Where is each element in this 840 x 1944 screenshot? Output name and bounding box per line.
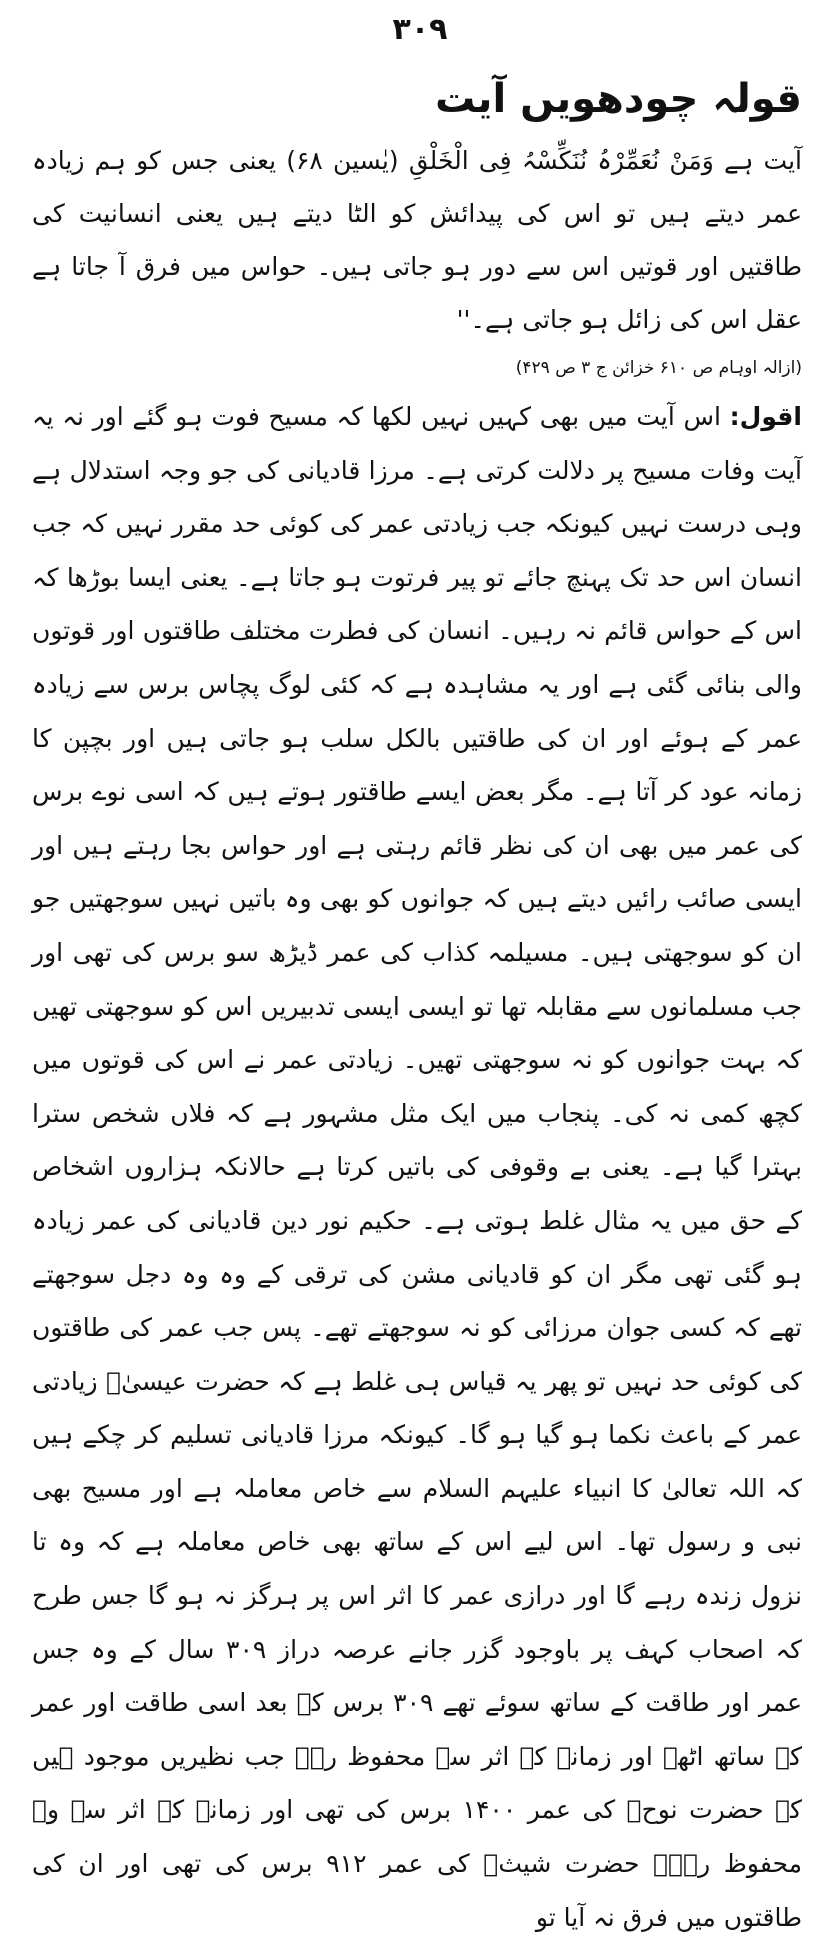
quoted-passage: آیت ہے وَمَنْ نُعَمِّرْہُ نُنَکِّسْہُ فِی الْخَلْقِ (یٰسین ۶۸) یعنی جس کو ہم زیادہ عمر دیتے ہیں تو اس کی پیدائش کو الٹا دیتے ہیں یعنی انسانیت کی طاقتیں اور قوتیں اس سے دور ہو جاتی ہیں۔ حواس میں فرق آ جاتا ہے عقل اس کی زائل ہو جاتی ہے۔''	[32, 146, 802, 334]
page-content	[32, 70, 802, 1944]
section-heading: قولہ چودھویں آیت	[435, 76, 802, 122]
response-label: اقول:	[729, 402, 802, 431]
citation: (ازالہ اوہام ص ۶۱۰ خزائن ج ۳ ص ۴۲۹)	[515, 358, 802, 378]
response-paragraph	[32, 390, 802, 1944]
response-text: اس آیت میں بھی کہیں نہیں لکھا کہ مسیح فوت ہو گئے اور نہ یہ آیت وفات مسیح پر دلالت کرتی ہے۔ مرزا قادیانی کی جو وجہ استدلال ہے وہی درست نہیں کیونکہ جب زیادتی عمر کی کوئی حد مقرر نہیں کہ جب انسان اس حد تک پہنچ جائے تو پیر فرتوت ہو جاتا ہے۔ یعنی ایسا بوڑھا کہ اس کے حواس قائم نہ رہیں۔ انسان کی فطرت مختلف طاقتوں اور قوتوں والی بنائی گئی ہے اور یہ مشاہدہ ہے کہ کئی لوگ پچاس برس سے زیادہ عمر کے ہوئے اور ان کی طاقتیں بالکل سلب ہو جاتی ہیں اور بچپن کا زمانہ عود کر آتا ہے۔ مگر بعض ایسے طاقتور ہوتے ہیں کہ اسی نوے برس کی عمر میں بھی ان کی نظر قائم رہتی ہے اور حواس بجا رہتے ہیں اور ایسی صائب رائیں دیتے ہیں کہ جوانوں کو بھی وہ باتیں نہیں سوجھتیں جو ان کو سوجھتی ہیں۔ مسیلمہ کذاب کی عمر ڈیڑھ سو برس کی تھی اور جب مسلمانوں سے مقابلہ تھا تو ایسی ایسی تدبیریں اس کو سوجھتی تھیں کہ بہت جوانوں کو نہ سوجھتی تھیں۔ زیادتی عمر نے اس کی قوتوں میں کچھ کمی نہ کی۔ پنجاب میں ایک مثل مشہور ہے کہ فلاں شخص سترا بہترا گیا ہے۔ یعنی بے وقوفی کی باتیں کرتا ہے حالانکہ ہزاروں اشخاص کے حق میں یہ مثال غلط ہوتی ہے۔ حکیم نور دین قادیانی کی عمر زیادہ ہو گئی تھی مگر ان کو قادیانی مشن کی ترقی کے وہ وہ دجل سوجھتے تھے کہ کسی جوان مرزائی کو نہ سوجھتے تھے۔ پس جب عمر کی طاقتوں کی کوئی حد نہیں تو پھر یہ قیاس ہی غلط ہے کہ حضرت عیسیٰؑ زیادتی عمر کے باعث نکما ہو گیا ہو گا۔ کیونکہ مرزا قادیانی تسلیم کر چکے ہیں کہ اللہ تعالیٰ کا انبیاء علیہم السلام سے خاص معاملہ ہے اور مسیح بھی نبی و رسول تھا۔ اس لیے اس کے ساتھ بھی خاص معاملہ ہے کہ وہ تا نزول زندہ رہے گا اور درازی عمر کا اثر اس پر ہرگز نہ ہو گا جس طرح کہ اصحاب کہف پر باوجود گزر جانے عرصہ دراز ۳۰۹ سال کے وہ جس عمر اور طاقت کے ساتھ سوئے تھے ۳۰۹ برس کے بعد اسی طاقت اور عمر کے ساتھ اٹھے اور زمانہ کے اثر سے محفوظ رہے جب نظیریں موجود ہیں کہ حضرت نوحؑ کی عمر ۱۴۰۰ برس کی تھی اور زمانہ کے اثر سے وہ محفوظ رہے۔ حضرت شیثؑ کی عمر ۹۱۲ برس کی تھی اور ان کی طاقتوں میں فرق نہ آیا تو	[32, 402, 802, 1932]
page-number: ۳۰۹	[392, 12, 448, 47]
